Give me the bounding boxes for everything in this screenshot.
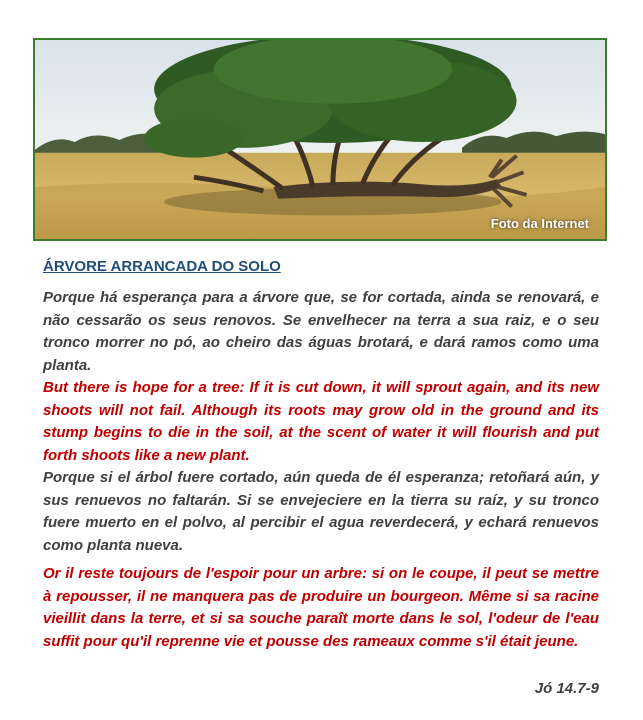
fallen-tree-illustration	[35, 40, 605, 239]
paragraph-spanish: Porque si el árbol fuere cortado, aún queda de él esperanza; retoñará aún, y sus renuevos no faltarán. Si se envejeciere en la tierra su raíz, y su tronco fuere muerto en el polvo, al percibir el agua reverdecerá, y echará renuevos como planta nueva.	[43, 469, 599, 554]
paragraph-english: But there is hope for a tree: If it is cut down, it will sprout again, and its new shoots will not fail. Although its roots may grow old in the ground and its stump begins to die in the soil, at the scent of water it will flourish and put forth shoots like a new plant.	[43, 379, 599, 464]
bible-reference: Jó 14.7-9	[534, 680, 599, 697]
paragraph-portuguese: Porque há esperança para a árvore que, se for cortada, ainda se renovará, e não cessarão os seus renovos. Se envelhecer na terra a sua raiz, e o seu tronco morrer no pó, ao cheiro das águas brotará, e dará ramos como uma planta.	[43, 289, 599, 374]
fallen-tree-photo	[33, 38, 607, 241]
paragraph-french: Or il reste toujours de l'espoir pour un arbre: si on le coupe, il peut se mettre à repousser, il ne manquera pas de produire un bourgeon. Même si sa racine vieillit dans la terre, et si sa souche paraît morte dans le sol, l'odeur de l'eau suffit pour qu'il reprenne vie et pousse des rameaux comme s'il était jeune.	[43, 565, 599, 650]
photo-credit: Foto da Internet	[490, 216, 589, 231]
page-title: ÁRVORE ARRANCADA DO SOLO	[43, 258, 281, 275]
